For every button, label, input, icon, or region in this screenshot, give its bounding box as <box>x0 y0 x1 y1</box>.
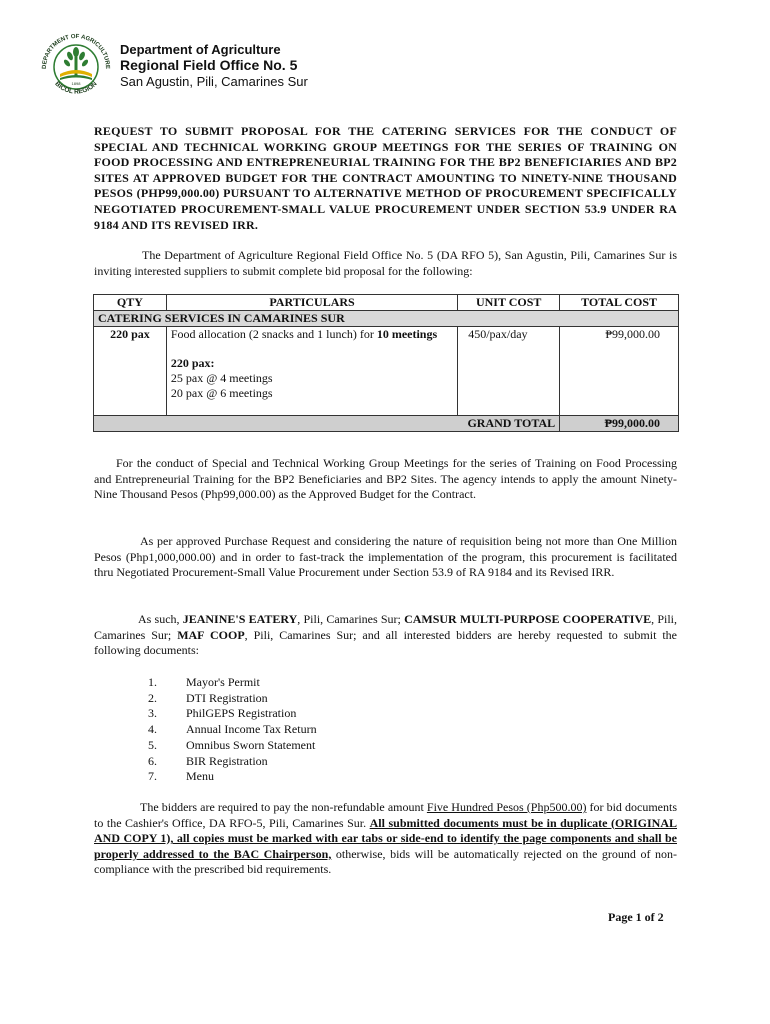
row-unit-cost: 450/pax/day <box>458 327 560 416</box>
row-particulars <box>166 327 457 416</box>
intro-paragraph <box>94 248 677 279</box>
list-text: DTI Registration <box>186 690 268 705</box>
office-name: Regional Field Office No. 5 <box>120 57 298 73</box>
particulars-header: PARTICULARS <box>166 295 457 311</box>
list-number: 7. <box>148 769 157 784</box>
list-text: PhilGEPS Registration <box>186 706 297 721</box>
table-header-row <box>94 295 679 311</box>
unit-cost-header: UNIT COST <box>458 295 560 311</box>
fees-text: The bidders are required to pay the non-refundable amount <box>140 800 427 814</box>
grand-total-row <box>94 416 679 432</box>
qty-header: QTY <box>94 295 167 311</box>
bidder-name: CAMSUR MULTI-PURPOSE COOPERATIVE <box>404 612 652 626</box>
row-sub-title: 220 pax: <box>170 356 215 370</box>
list-item <box>148 738 317 754</box>
list-item <box>148 722 317 738</box>
list-item <box>148 706 317 722</box>
total-cost-header: TOTAL COST <box>560 295 679 311</box>
list-text: Annual Income Tax Return <box>186 722 317 737</box>
list-number: 1. <box>148 675 157 689</box>
page-number: Page 1 of 2 <box>608 910 664 924</box>
list-text: Omnibus Sworn Statement <box>186 737 316 752</box>
list-number: 2. <box>148 690 157 705</box>
table-section-row <box>94 311 679 327</box>
invite-text: , Pili, Camarines Sur; and all interested bidders are hereby requested to submit the following documents: <box>94 627 678 658</box>
invite-text: , Pili, Camarines Sur; <box>297 612 405 626</box>
row-sub-1: 25 pax @ 4 meetings <box>170 371 273 385</box>
list-item <box>148 691 317 707</box>
list-item <box>148 769 317 785</box>
submission-requirement: All submitted documents must be in duplicate (ORIGINAL AND COPY 1), all copies must be marked with ear tabs or side-end to identify the page components and shall be properly addressed to the BAC Chairperson, <box>94 815 678 861</box>
intro-text: The Department of Agriculture Regional Field Office No. 5 (DA RFO 5), San Agustin, Pili, Camarines Sur is inviting interested suppliers to submit complete bid proposal for the following: <box>94 248 677 278</box>
paragraph-purpose <box>94 456 677 503</box>
bidder-name: JEANINE'S EATERY <box>182 612 298 626</box>
document-title: REQUEST TO SUBMIT PROPOSAL FOR THE CATERING SERVICES FOR THE CONDUCT OF SPECIAL AND TECHNICAL WORKING GROUP MEETINGS FOR THE SERIES OF TRAINING ON FOOD PROCESSING AND ENTREPRENEURIAL TRAINING FOR THE BP2 BENEFICIARIES AND BP2 SITES AT APPROVED BUDGET FOR THE CONTRACT AMOUNTING TO NINETY-NINE THOUSAND PESOS (PHP99,000.00) PURSUANT TO ALTERNATIVE METHOD OF PROCUREMENT SPECIFICALLY NEGOTIATED PROCUREMENT-SMALL VALUE PROCUREMENT UNDER SECTION 53.9 UNDER RA 9184 AND ITS REVISED IRR. <box>94 124 677 232</box>
org-name: Department of Agriculture <box>120 42 281 57</box>
list-text: BIR Registration <box>186 753 268 768</box>
seal-ring-top-text: DEPARTMENT OF AGRICULTURE <box>41 33 111 70</box>
list-number: 6. <box>148 753 157 768</box>
paragraph-purpose-text: For the conduct of Special and Technical Working Group Meetings for the series of Training on Food Processing and Entrepreneurial Training for the BP2 Beneficiaries and BP2 Sites. The agency intends to apply the amount Ninety-Nine Thousand Pesos (Php99,000.00) as the Approved Budget for the Contract. <box>94 456 677 502</box>
row-sub-2: 20 pax @ 6 meetings <box>170 386 273 400</box>
row-total-cost: ₱99,000.00 <box>560 327 679 416</box>
list-text: Menu <box>186 769 214 784</box>
bid-items-table <box>93 294 679 432</box>
department-of-agriculture-seal-icon <box>38 30 114 104</box>
invite-text: As such, <box>138 612 183 626</box>
seal-ring-bottom-text: BICOL REGION <box>53 80 99 96</box>
paragraph-fees <box>94 800 677 878</box>
grand-total-value: ₱99,000.00 <box>560 416 679 432</box>
requirements-list <box>148 675 317 785</box>
row-qty: 220 pax <box>94 327 167 416</box>
paragraph-basis-text: As per approved Purchase Request and considering the nature of requisition being not more than One Million Pesos (Php1,000,000.00) and in order to fast-track the implementation of the program, this procurement is facilitated thru Negotiated Procurement-Small Value Procurement under Section 53.9 of RA 9184 and its Revised IRR. <box>94 534 677 580</box>
list-text: Mayor's Permit <box>186 675 260 689</box>
grand-total-label: GRAND TOTAL <box>94 416 560 432</box>
office-address: San Agustin, Pili, Camarines Sur <box>120 74 308 89</box>
fee-amount: Five Hundred Pesos (Php500.00) <box>426 800 587 814</box>
bidder-name: MAF COOP <box>177 627 245 642</box>
fees-text: for bid documents to the Cashier's Office, DA RFO-5, Pili, Camarines Sur. <box>94 800 677 830</box>
list-number: 4. <box>148 722 157 737</box>
list-item <box>148 754 317 770</box>
section-label: CATERING SERVICES IN CAMARINES SUR <box>94 311 679 327</box>
invite-text: , Pili, Camarines Sur; <box>94 612 678 642</box>
list-number: 5. <box>148 737 157 752</box>
letterhead <box>38 30 438 105</box>
row-desc-bold: 10 meetings <box>376 327 438 341</box>
seal-year-text: 1898 <box>71 81 81 86</box>
fees-text: otherwise, bids will be automatically rejected on the ground of non-compliance with the prescribed bid requirements. <box>94 846 677 877</box>
list-item <box>148 675 317 691</box>
paragraph-invited-bidders <box>94 612 677 659</box>
row-desc: Food allocation (2 snacks and 1 lunch) for <box>170 327 374 341</box>
table-row <box>94 327 679 416</box>
paragraph-basis <box>94 534 677 581</box>
list-number: 3. <box>148 706 157 721</box>
